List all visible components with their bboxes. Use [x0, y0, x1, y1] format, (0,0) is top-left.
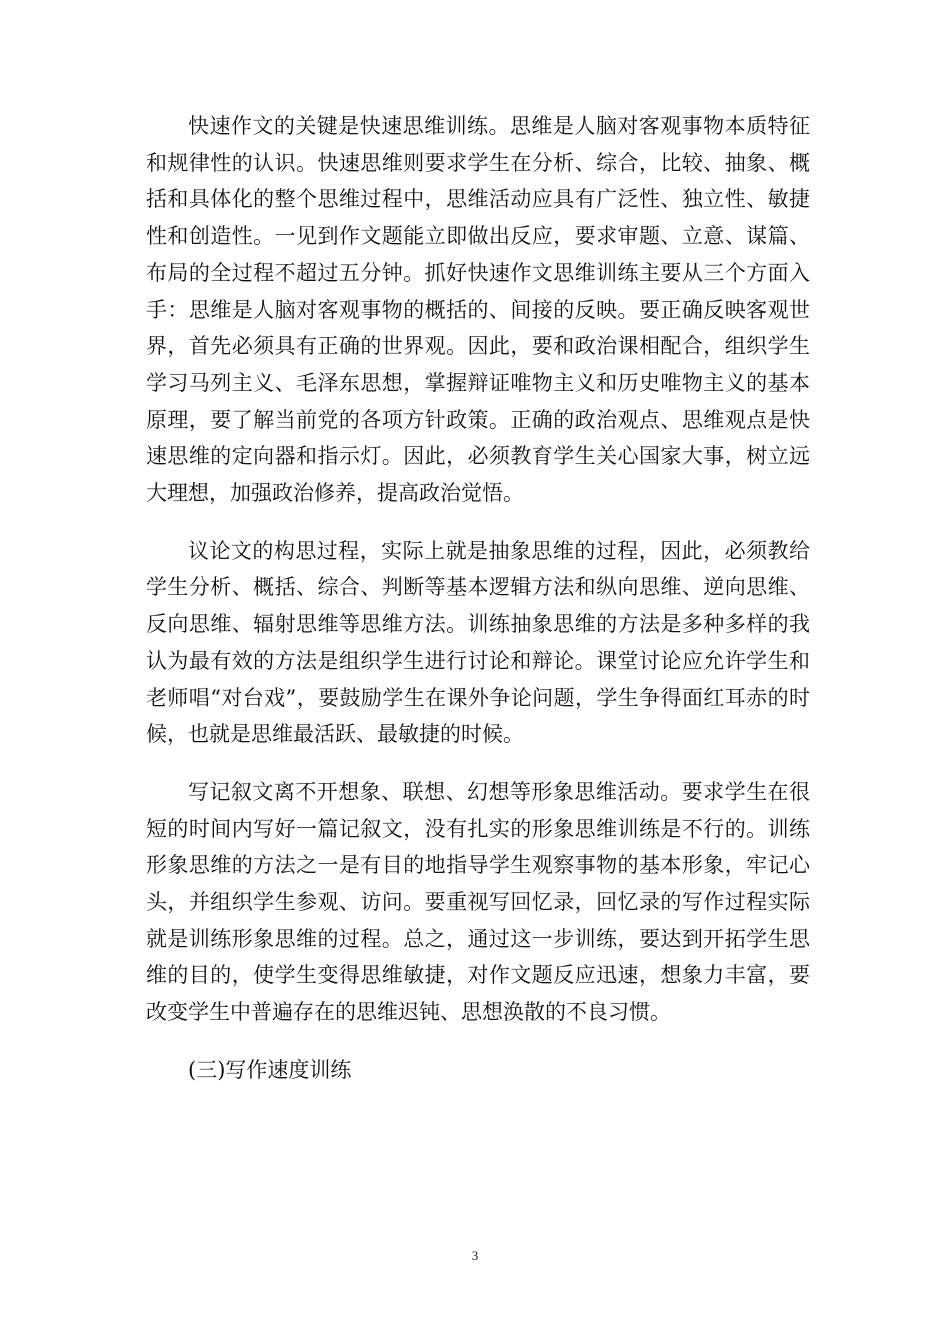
page-number: 3 — [471, 1248, 479, 1263]
document-body — [146, 108, 810, 1089]
paragraph-image-thinking: 写记叙文离不开想象、联想、幻想等形象思维活动。要求学生在很短的时间内写好一篇记叙文，没有扎实的形象思维训练是不行的。训练形象思维的方法之一是有目的地指导学生观察事物的基本形象，牢记心头，并组织学生参观、访问。要重视写回忆录，回忆录的写作过程实际就是训练形象思维的过程。总之，通过这一步训练，要达到开拓学生思维的目的，使学生变得思维敏捷，对作文题反应迅速，想象力丰富，要改变学生中普遍存在的思维迟钝、思想涣散的不良习惯。 — [146, 779, 810, 1025]
paragraph-abstract-thinking: 议论文的构思过程，实际上就是抽象思维的过程，因此，必须教给学生分析、概括、综合、判断等基本逻辑方法和纵向思维、逆向思维、反向思维、辐射思维等思维方法。训练抽象思维的方法是多种多样的我认为最有效的方法是组织学生进行讨论和辩论。课堂讨论应允许学生和老师唱“对台戏”，要鼓励学生在课外争论问题，学生争得面红耳赤的时候，也就是思维最活跃、最敏捷的时候。 — [146, 538, 810, 747]
section-heading: (三)写作速度训练 — [188, 1057, 352, 1082]
paragraph-fast-thinking: 快速作文的关键是快速思维训练。思维是人脑对客观事物本质特征和规律性的认识。快速思维则要求学生在分析、综合，比较、抽象、概括和具体化的整个思维过程中，思维活动应具有广泛性、独立性、敏捷性和创造性。一见到作文题能立即做出反应，要求审题、立意、谋篇、布局的全过程不超过五分钟。抓好快速作文思维训练主要从三个方面入手：思维是人脑对客观事物的概括的、间接的反映。要正确反映客观世界，首先必须具有正确的世界观。因此，要和政治课相配合，组织学生学习马列主义、毛泽东思想，掌握辩证唯物主义和历史唯物主义的基本原理，要了解当前党的各项方针政策。正确的政治观点、思维观点是快速思维的定向器和指示灯。因此，必须教育学生关心国家大事，树立远大理想，加强政治修养，提高政治觉悟。 — [146, 114, 810, 506]
